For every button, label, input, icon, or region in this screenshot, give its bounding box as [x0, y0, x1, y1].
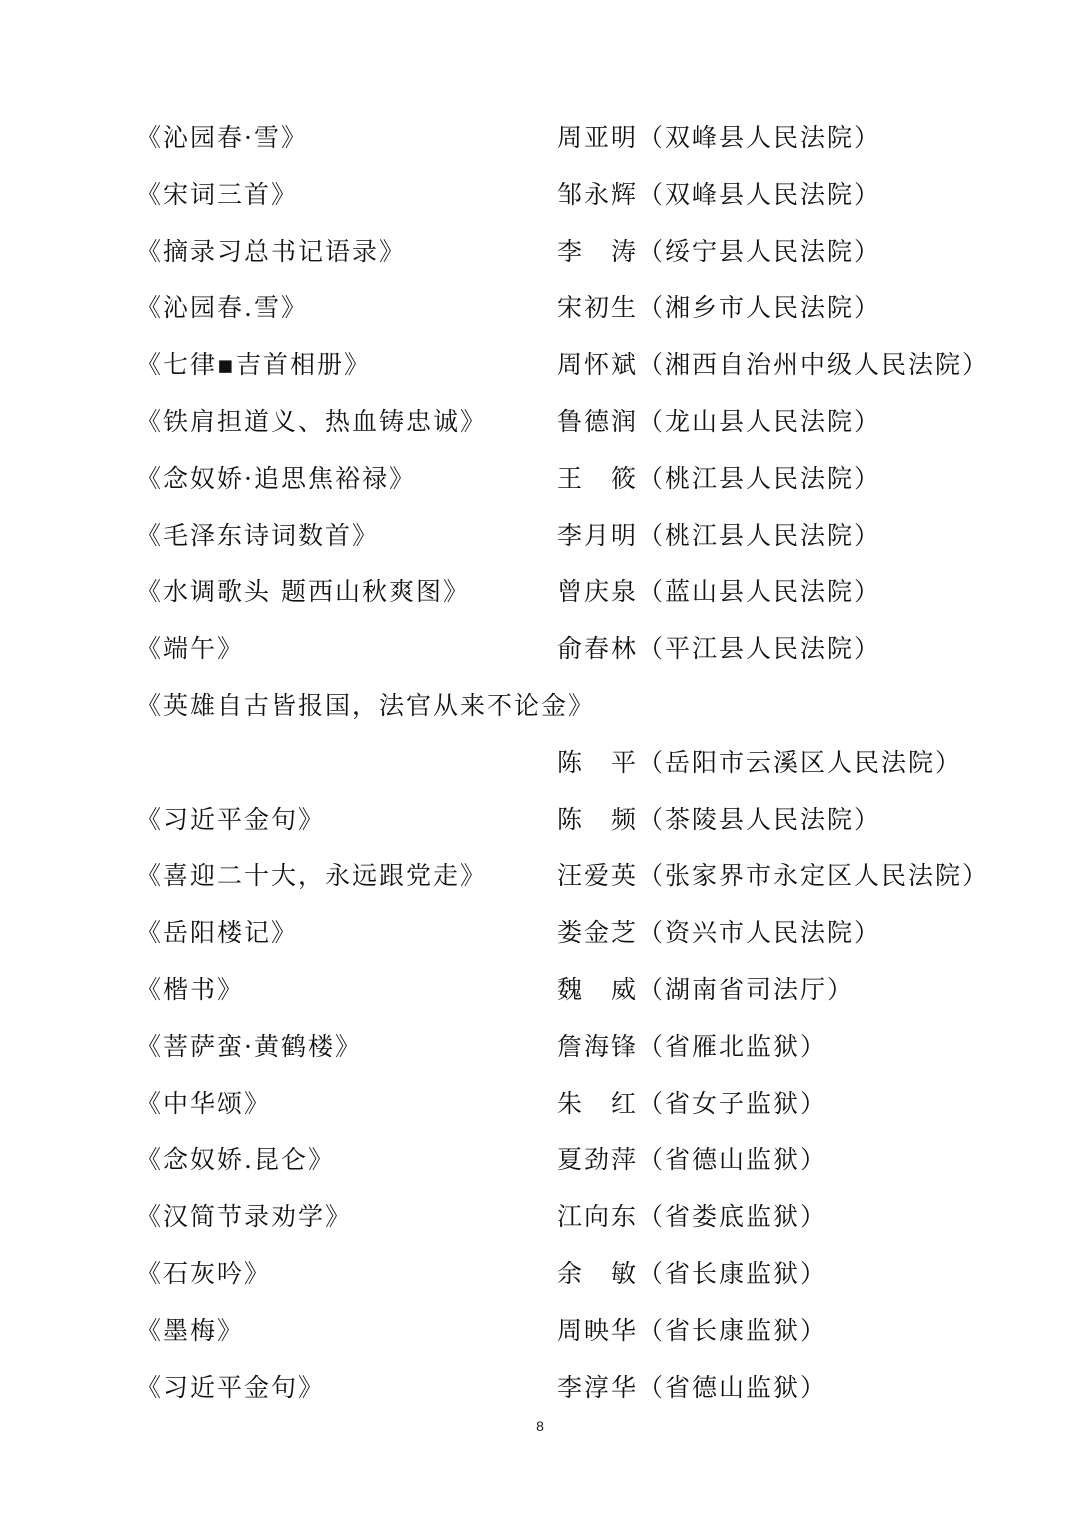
author-affiliation: 李淳华（省德山监狱） [557, 1373, 828, 1402]
entry-row [0, 686, 1080, 726]
entry-row [0, 516, 1080, 556]
entry-row [0, 970, 1080, 1010]
page-number: 8 [536, 1418, 544, 1434]
author-affiliation: 曾庆泉（蓝山县人民法院） [557, 577, 882, 606]
work-title: 《喜迎二十大，永远跟党走》 [136, 861, 488, 890]
author-affiliation: 李月明（桃江县人民法院） [557, 521, 882, 550]
entry-row [0, 800, 1080, 840]
author-affiliation: 李 涛（绥宁县人民法院） [557, 237, 882, 266]
author-affiliation: 夏劲萍（省德山监狱） [557, 1145, 828, 1174]
entry-row [0, 288, 1080, 328]
work-title: 《墨梅》 [136, 1316, 245, 1345]
work-title: 《习近平金句》 [136, 805, 326, 834]
author-affiliation: 陈 平（岳阳市云溪区人民法院） [557, 748, 963, 777]
work-title: 《习近平金句》 [136, 1373, 326, 1402]
author-affiliation: 詹海锋（省雁北监狱） [557, 1032, 828, 1061]
work-title: 《岳阳楼记》 [136, 918, 299, 947]
author-affiliation: 汪爱英（张家界市永定区人民法院） [557, 861, 990, 890]
work-title: 《念奴娇·追思焦裕禄》 [136, 464, 416, 493]
work-title: 《铁肩担道义、热血铸忠诚》 [136, 407, 488, 436]
entry-row [0, 1368, 1080, 1408]
work-title: 《宋词三首》 [136, 180, 299, 209]
author-affiliation: 朱 红（省女子监狱） [557, 1089, 828, 1118]
author-affiliation: 俞春林（平江县人民法院） [557, 634, 882, 663]
work-title: 《沁园春·雪》 [136, 123, 308, 152]
work-title: 《楷书》 [136, 975, 245, 1004]
entry-row [0, 345, 1080, 385]
entry-row [0, 1084, 1080, 1124]
work-title: 《中华颂》 [136, 1089, 272, 1118]
work-title: 《英雄自古皆报国，法官从来不论金》 [136, 691, 596, 720]
work-title: 《石灰吟》 [136, 1259, 272, 1288]
entry-row [0, 743, 1080, 783]
work-title: 《水调歌头 题西山秋爽图》 [136, 577, 470, 606]
author-affiliation: 陈 频（茶陵县人民法院） [557, 805, 882, 834]
work-title: 《毛泽东诗词数首》 [136, 521, 380, 550]
work-title: 《汉简节录劝学》 [136, 1202, 353, 1231]
entry-row [0, 913, 1080, 953]
work-title: 《沁园春.雪》 [136, 293, 308, 322]
entry-row [0, 1311, 1080, 1351]
author-affiliation: 娄金芝（资兴市人民法院） [557, 918, 882, 947]
entry-row [0, 1140, 1080, 1180]
author-affiliation: 王 筱（桃江县人民法院） [557, 464, 882, 493]
work-title: 《七律▪吉首相册》 [136, 350, 371, 379]
work-title: 《端午》 [136, 634, 245, 663]
author-affiliation: 周映华（省长康监狱） [557, 1316, 828, 1345]
entry-row [0, 572, 1080, 612]
entry-row [0, 1254, 1080, 1294]
entry-row [0, 402, 1080, 442]
work-title: 《摘录习总书记语录》 [136, 237, 407, 266]
work-title: 《菩萨蛮·黄鹤楼》 [136, 1032, 362, 1061]
work-title: 《念奴娇.昆仑》 [136, 1145, 335, 1174]
author-affiliation: 周亚明（双峰县人民法院） [557, 123, 882, 152]
entry-row [0, 459, 1080, 499]
entry-row [0, 629, 1080, 669]
author-affiliation: 宋初生（湘乡市人民法院） [557, 293, 882, 322]
entry-row [0, 175, 1080, 215]
entry-row [0, 118, 1080, 158]
author-affiliation: 鲁德润（龙山县人民法院） [557, 407, 882, 436]
entry-row [0, 232, 1080, 272]
entry-row [0, 1197, 1080, 1237]
entry-row [0, 856, 1080, 896]
author-affiliation: 邹永辉（双峰县人民法院） [557, 180, 882, 209]
entry-row [0, 1027, 1080, 1067]
author-affiliation: 江向东（省娄底监狱） [557, 1202, 828, 1231]
author-affiliation: 魏 威（湖南省司法厅） [557, 975, 855, 1004]
author-affiliation: 余 敏（省长康监狱） [557, 1259, 828, 1288]
author-affiliation: 周怀斌（湘西自治州中级人民法院） [557, 350, 990, 379]
